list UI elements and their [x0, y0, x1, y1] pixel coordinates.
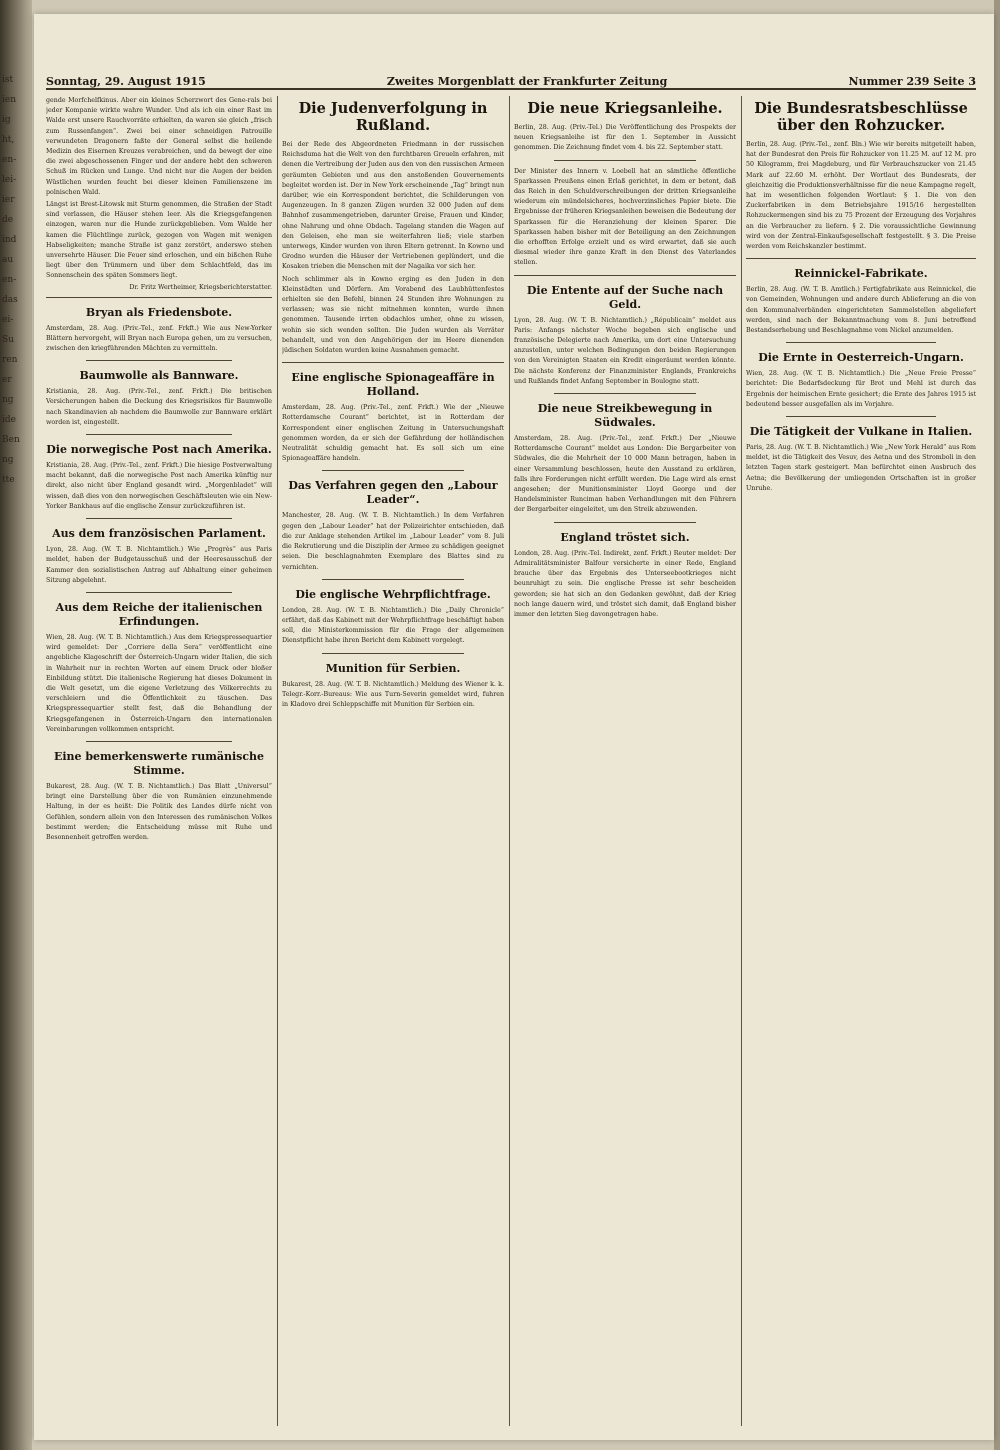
article-body: Noch schlimmer als in Kowno erging es den Juden in den Kleinstädten und Dörfern. Am Vorabend des Laubhüttenfestes erhielten sie den Befehl, binnen 24 Stunden ihre Wohnungen zu verlassen; was sie nicht mitnehmen konnten, wurde ihnen genommen. Tausende irrten obdachlos umher, ohne zu wissen, wohin sie sich wenden sollten. Die Juden wurden als Verräter behandelt, und von den Angehörigen der im Heere dienenden jüdischen Soldaten wurden keine Ausnahmen gemacht. [282, 275, 504, 355]
article-title: Die englische Wehrpflichtfrage. [295, 587, 491, 601]
divider [86, 360, 232, 361]
issue-date: Sonntag, 29. August 1915 [46, 75, 206, 88]
divider [322, 579, 464, 580]
gutter-fragment: ng [2, 455, 14, 465]
gutter-fragment: lei- [2, 175, 17, 185]
article-body: London, 28. Aug. (Priv.-Tel. Indirekt, zenf. Frkft.) Reuter meldet: Der Admiralitätsminister Balfour versicherte in einer Rede, England brauche über das Ergebnis des Unterseebootkrieges nicht beunruhigt zu sein. Die englische Presse ist sehr bescheiden geworden; sie hat sich an den Gedanken gewöhnt, daß der Krieg noch lange dauern wird, und tröstet sich damit, daß England bisher immer den letzten Sieg davongetragen habe. [514, 549, 736, 618]
article-title: Das Verfahren gegen den „Labour Leader“. [288, 479, 498, 507]
column-rule [277, 96, 278, 1426]
headline: Die Bundesratsbeschlüsse über den Rohzucker. [754, 100, 968, 134]
gutter-fragment: ig [2, 115, 11, 125]
article-title: Munition für Serbien. [325, 661, 461, 675]
divider [554, 160, 696, 161]
article-title: Aus dem Reiche der italienischen Erfindungen. [55, 600, 263, 628]
gutter-fragment: tte [2, 475, 15, 485]
article-list [514, 284, 736, 620]
gutter-fragment: ren [2, 355, 18, 365]
gutter-fragment: au [2, 255, 14, 265]
article-list [746, 267, 976, 494]
headline: Die neue Kriegsanleihe. [527, 100, 723, 117]
article-title: Reinnickel-Fabrikate. [794, 267, 928, 281]
gutter-fragment: er [2, 375, 12, 385]
article-body: London, 28. Aug. (W. T. B. Nichtamtlich.) Die „Daily Chronicle“ erfährt, daß das Kabinett mit der Wehrpflichtfrage beschäftigt haben soll, die Ministerkommission für die Frage der allgemeinen Dienstpflicht habe ihren Bericht dem Kabinett vorgelegt. [282, 606, 504, 645]
gutter-fragment: ng [2, 395, 14, 405]
gutter-fragment: en- [2, 275, 17, 285]
article-title: Die Tätigkeit der Vulkane in Italien. [749, 425, 973, 439]
article-body: Kristiania, 28. Aug. (Priv.-Tel., zenf. Frkft.) Die britischen Versicherungen haben die Deckung des Kriegsrisikos für Baumwolle nach Skandinavien ab nachdem die Baumwolle zur Bannware erklärt worden ist, eingestellt. [46, 388, 272, 426]
article-list [282, 371, 504, 710]
article-body: Manchester, 28. Aug. (W. T. B. Nichtamtlich.) In dem Verfahren gegen den „Labour Leader“ hat der Polizeirichter entschieden, daß die zur Anklage stehenden Artikel im „Labour Leader“ vom 8. Juli die Rekrutierung und die Disziplin der Armee zu schädigen geeignet seien. Die beschlagnahmten Exemplare des Blattes sind zu vernichten. [282, 512, 504, 571]
article-body: Paris, 28. Aug. (W. T. B. Nichtamtlich.) Wie „New York Herald“ aus Rom meldet, ist die Tätigkeit des Vesuv, des Aetna und des Stromboli in den letzten Tagen stark gesteigert. Man befürchtet einen Ausbruch des Aetna; die Bevölkerung der umliegenden Ortschaften ist in großer Unruhe. [746, 444, 976, 492]
adjacent-page-gutter [0, 0, 32, 1450]
page-number: Nummer 239 Seite 3 [848, 75, 976, 88]
column-3 [514, 96, 736, 1426]
gutter-fragment: Su [2, 335, 14, 345]
divider [86, 741, 232, 742]
article-body: Bei der Rede des Abgeordneten Friedmann in der russischen Reichsduma hat die Welt von den furchtbaren Greueln erfahren, mit denen die Vertreibung der Juden aus den von den russischen Armeen geräumten Gebieten und aus den anstoßenden Gouvernements begleitet worden ist. Der in New York erscheinende „Tag“ bringt nun darüber, wie ein Korrespondent berichtet, die Schilderungen von Augenzeugen. In 8 ganzen Zügen wurden 32 000 Juden auf dem Bahnhof zusammengetrieben, darunter Greise, Frauen und Kinder, ohne Nahrung und ohne Obdach. Tagelang standen die Wagen auf den Geleisen, ehe man sie weiterfahren ließ; viele starben unterwegs, Kinder wurden von ihren Eltern getrennt. In Kowno und Grodno wurden die Häuser der Vertriebenen geplündert, und die Kosaken trieben die Menschen mit der Nagaika vor sich her. [282, 141, 504, 271]
divider [786, 342, 936, 343]
column-1 [46, 96, 272, 1426]
gutter-fragment: ier [2, 195, 15, 205]
gutter-fragment: ist [2, 75, 14, 85]
article-body: Der Minister des Innern v. Loebell hat an sämtliche öffentliche Sparkassen Preußens einen Erlaß gerichtet, in dem er betont, daß das Reich in den Schuldverschreibungen der dritten Kriegsanleihe wiederum ein mündelsicheres, hochverzinsliches Papier biete. Die Ergebnisse der früheren Kriegsanleihen beweisen die Bedeutung der Sparkassen für die Heranziehung der kleinen Sparer. Die Sparkassen haben bisher mit der Beteiligung an den Zeichnungen die erhofften Erfolge erzielt und es wird erwartet, daß sie auch diesmal wieder ihre ganze Kraft in den Dienst des Vaterlandes stellen. [514, 167, 736, 267]
article-list [46, 306, 272, 844]
article-body: Berlin, 28. Aug. (Priv.-Tel., zenf. Bln.) Wie wir bereits mitgeteilt haben, hat der Bundesrat den Preis für Rohzucker von 11.25 M. auf 12 M. pro 50 Kilogramm, frei Magdeburg, und für Verbrauchszucker von 21.45 Mark auf 22.60 M. erhöht. Der Wortlaut des Bundesrats, der gleichzeitig die Produktionsverhältnisse für die neue Kampagne regelt, hat im wesentlichen folgenden Wortlaut: § 1. Die von den Zuckerfabriken in dem Betriebsjahre 1915/16 hergestellten Rohzuckermengen sind bis zu 75 Prozent der Erzeugung des Vorjahres an die Verbraucher zu liefern. § 2. Die voraussichtliche Gewinnung wird von der Zentral-Einkaufsgesellschaft festgestellt. § 3. Die Preise werden vom Reichskanzler bestimmt. [746, 141, 976, 251]
gutter-fragment: ien [2, 95, 17, 105]
column-rule [509, 96, 510, 1426]
headline: Die Judenverfolgung in Rußland. [298, 100, 488, 134]
article-title: Baumwolle als Bannware. [79, 369, 239, 383]
article-title: Die norwegische Post nach Amerika. [46, 443, 272, 457]
article-title: Die Entente auf der Suche nach Geld. [526, 283, 724, 311]
masthead [46, 70, 976, 90]
article-body: Berlin, 28. Aug. (Priv.-Tel.) Die Veröffentlichung des Prospekts der neuen Kriegsanleihe ist für den 1. September in Aussicht genommen. Die Zeichnung findet vom 4. bis 22. September statt. [514, 124, 736, 152]
divider [746, 258, 976, 259]
divider [86, 434, 232, 435]
article-body: Amsterdam, 28. Aug. (Priv.-Tel., zenf. Frkft.) Der „Nieuwe Rotterdamsche Courant“ meldet aus London: Die Bergarbeiter von Südwales, die die Mehrheit der 10 000 Mann betragen, haben in einer Versammlung beschlossen, heute den Ausstand zu erklären, falls ihre Forderungen nicht erfüllt werden. Die Lage wird als ernst angesehen; der Munitionsminister Lloyd George und der Handelsminister Runciman haben Verhandlungen mit den Führern der Bergarbeiter eingeleitet, um den Streik abzuwenden. [514, 435, 736, 514]
column-rule [741, 96, 742, 1426]
divider [322, 470, 464, 471]
gutter-fragment: ind [2, 235, 17, 245]
divider [514, 275, 736, 276]
paper-title: Zweites Morgenblatt der Frankfurter Zeitung [386, 75, 668, 88]
divider [322, 653, 464, 654]
article-body: Bukarest, 28. Aug. (W. T. B. Nichtamtlich.) Das Blatt „Universul“ bringt eine Darstellung über die von Rumänien einzunehmende Haltung, in der es heißt: Die Politik des Landes dürfe nicht von Gefühlen, sondern allein von den Interessen des rumänischen Volkes bestimmt werden; die Entscheidung müsse mit Ruhe und Besonnenheit getroffen werden. [46, 782, 272, 841]
article-body: Lyon, 28. Aug. (W. T. B. Nichtamtlich.) Wie „Progrès“ aus Paris meldet, haben der Budgetausschuß und der Heeresausschuß der Kammer den sozialistischen Antrag auf Abhaltung einer geheimen Sitzung abgelehnt. [46, 546, 272, 584]
gutter-fragment: en- [2, 155, 17, 165]
article-body: Bukarest, 28. Aug. (W. T. B. Nichtamtlich.) Meldung des Wiener k. k. Telegr.-Korr.-Bureaus: Wie aus Turn-Severin gemeldet wird, fuhren in Kladovo drei Schleppschiffe mit Munition für Serbien ein. [282, 680, 504, 708]
article-title: Bryan als Friedensbote. [85, 305, 233, 319]
divider [786, 416, 936, 417]
divider [86, 592, 232, 593]
byline: Dr. Fritz Wertheimer, Kriegsberichterstatter. [129, 283, 272, 291]
article-title: Eine englische Spionageaffäre in Holland. [291, 371, 495, 399]
article-body: Amsterdam, 28. Aug. (Priv.-Tel., zenf. Frkft.) Wie der „Nieuwe Rotterdamsche Courant“ berichtet, ist in Rotterdam der Korrespondent einer englischen Zeitung in Untersuchungshaft genommen worden, da er sich der Gefährdung der holländischen Neutralität schuldig gemacht hat. Es soll sich um eine Spionageaffäre handeln. [282, 404, 504, 463]
divider [86, 518, 232, 519]
divider [46, 297, 272, 298]
column-4 [746, 96, 976, 1426]
article-title: England tröstet sich. [560, 530, 690, 544]
article-body: Amsterdam, 28. Aug. (Priv.-Tel., zenf. Frkft.) Wie aus New-Yorker Blättern hervorgeht, will Bryan nach Europa gehen, um zu versuchen, zwischen den kriegführenden Mächten zu vermitteln. [46, 324, 272, 353]
newspaper-page [34, 14, 994, 1440]
article-title: Aus dem französischen Parlament. [52, 527, 266, 541]
article-body: Kristiania, 28. Aug. (Priv.-Tel., zenf. Frkft.) Die hiesige Postverwaltung macht bekannt, daß die norwegische Post nach Amerika künftig nur direkt, also nicht über England gesandt wird. „Morgenbladet“ will wissen, daß dies von den norwegischen Geschäftsleuten wie ein New-Yorker Bankhaus auf die englische Zensur zurückzuführen ist. [46, 462, 272, 510]
page-edge [994, 0, 1000, 1450]
article-body: gende Morfchelfkinus. Aber ein kleines Scherzwort des Gene-rals bei jeder Kompanie wirkte wahre Wunder. Und als ich ein einer Rast im Walde erst unsere Rauchvorräte erhielten, da waren sie gleich „frisch zum Russenfangen“. Zwei bei einer schneidigen Patrouille verwundeten Dragonern faßte der General selbst die heilende Medizin des Eisernen Kreuzes verabreichen, und da bewegt der eine die zwei abgeschossenen Finger und der andere hebt den schweren Schuß im Rücken und Lunge. Und nicht nur die Augen der beiden Wüstlichen wurden feucht bei dieser kleinen Familienszene im polnischen Wald. [46, 97, 272, 196]
gutter-fragment: das [2, 295, 18, 305]
article-title: Die neue Streikbewegung in Südwales. [537, 402, 713, 430]
article-title: Die Ernte in Oesterreich-Ungarn. [758, 351, 964, 365]
divider [554, 393, 696, 394]
article-body: Berlin, 28. Aug. (W. T. B. Amtlich.) Fertigfabrikate aus Reinnickel, die von Gemeinden, Wohnungen und andere durch Ablieferung an die von den Kommunalverbänden eingerichteten Sammelstellen abgeliefert werden, sind nach der Bekanntmachung vom 8. Juni betreffend Bestandserhebung und Beschlagnahme vom Nickel anzumelden. [746, 286, 976, 335]
gutter-fragment: Ben [2, 435, 20, 445]
article-body: Wien, 28. Aug. (W. T. B. Nichtamtlich.) Die „Neue Freie Presse“ berichtet: Die Bedarfsdeckung für Brot und Mehl ist durch das Ergebnis der heimischen Ernte gesichert; die Ernte des Jahres 1915 ist bedeutend besser ausgefallen als im Vorjahre. [746, 370, 976, 408]
divider [282, 362, 504, 363]
article-title: Eine bemerkenswerte rumänische Stimme. [53, 749, 265, 777]
article-body: Lyon, 28. Aug. (W. T. B. Nichtamtlich.) „Républicain“ meldet aus Paris: Anfangs nächster Woche begeben sich englische und französische Delegierte nach Amerika, um dort eine Untersuchung anzustellen, unter welchen Bedingungen den beiden Regierungen von den Vereinigten Staaten ein Kredit eingeräumt werden könnte. Die nächste Konferenz der Finanzminister Englands, Frankreichs und Rußlands findet Anfang September in Boulogne statt. [514, 316, 736, 385]
gutter-fragment: ei- [2, 315, 14, 325]
gutter-fragments [2, 70, 28, 490]
gutter-fragment: de [2, 215, 14, 225]
gutter-fragment: ht, [2, 135, 15, 145]
divider [554, 522, 696, 523]
article-body: Wien, 28. Aug. (W. T. B. Nichtamtlich.) Aus dem Kriegspressequartier wird gemeldet: Der „Corriere della Sera“ veröffentlicht eine angebliche Klageschrift der Österreich-Ungarn wider Italien, die sich in Wahrheit nur in rechten Worten auf einem Druck oder bloßer Einbildung stützt. Die italienische Regierung hat dieses Dokument in die Welt gesetzt, um die eigene Verletzung des Völkerrechts zu verschleiern und die Öffentlichkeit zu täuschen. Das Kriegspressequartier stellt fest, daß die Behandlung der Kriegsgefangenen in Österreich-Ungarn den internationalen Vereinbarungen vollkommen entspricht. [46, 633, 272, 733]
gutter-fragment: ide [2, 415, 16, 425]
article-body: Längst ist Brest-Litowsk mit Sturm genommen, die Straßen der Stadt sind verlassen, die Häuser stehen leer. Als die Kriegsgefangenen einzogen, waren nur die Hunde zurückgeblieben. Vom Walde her kamen die Flüchtlinge zurück, gezogen von Wagen mit wenigen Habseligkeiten; manche Straße ist ganz zerstört, anderswo stehen unversehrte Häuser. Die Feuer sind erloschen, und ein bißchen Ruhe liegt über den Trümmern und über dem Schlachtfeld, das im Sonnenschein des späten Sommers liegt. [46, 201, 272, 280]
column-2 [282, 96, 504, 1426]
